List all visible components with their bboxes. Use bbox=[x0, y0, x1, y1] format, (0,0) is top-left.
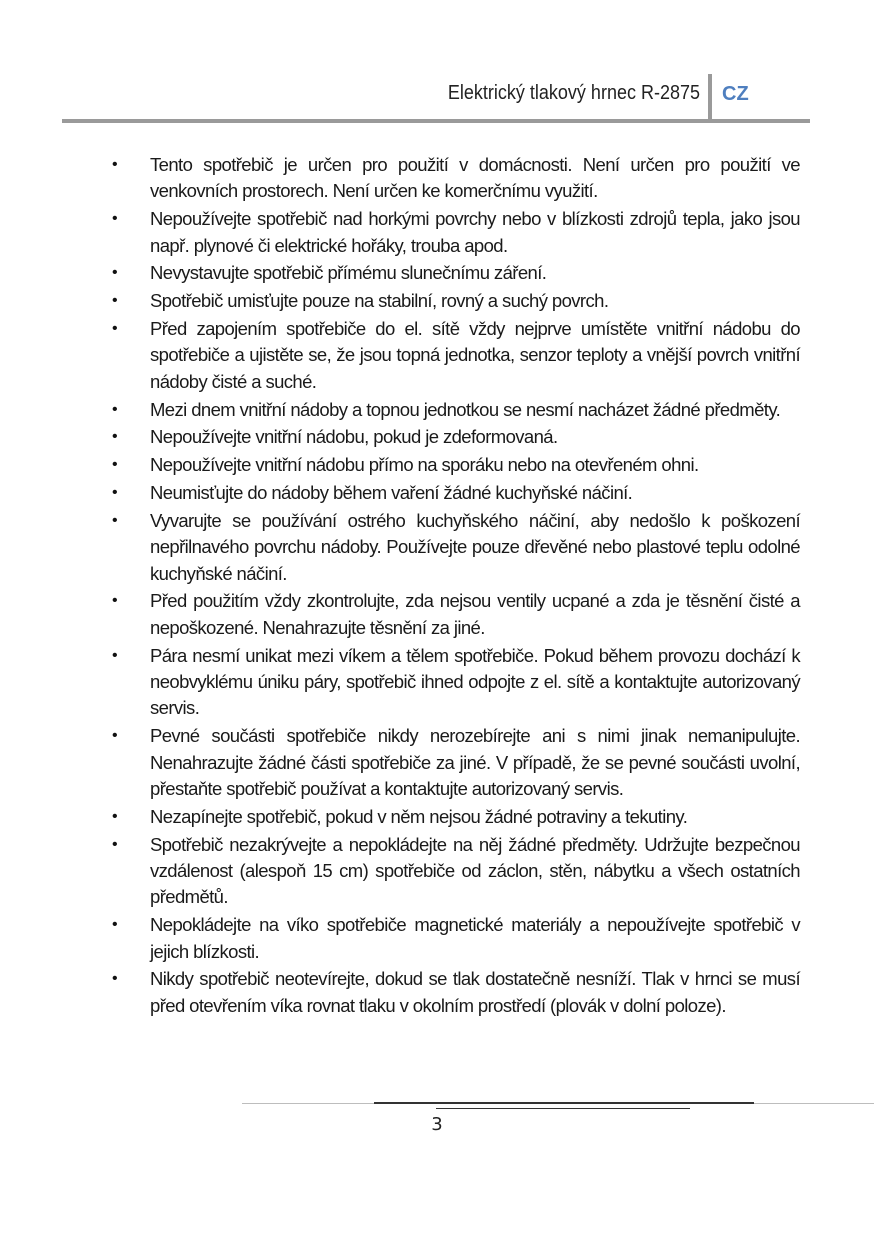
language-code: CZ bbox=[722, 83, 749, 105]
bullet-icon: • bbox=[112, 916, 118, 934]
bullet-icon: • bbox=[112, 807, 118, 825]
header-rule bbox=[62, 119, 810, 123]
list-item-text: Tento spotřebič je určen pro použití v domácnosti. Není určen pro použití ve venkovních prostorech. Není určen ke komerčnímu využití. bbox=[150, 154, 800, 202]
bullet-icon: • bbox=[112, 970, 118, 988]
list-item-text: Spotřebič umisťujte pouze na stabilní, rovný a suchý povrch. bbox=[150, 290, 609, 312]
bullet-icon: • bbox=[112, 292, 118, 310]
list-item-text: Nepokládejte na víko spotřebiče magnetické materiály a nepoužívejte spotřebič v jejich blízkosti. bbox=[150, 914, 800, 962]
footer-rule-lower bbox=[436, 1108, 690, 1109]
list-item-text: Nikdy spotřebič neotevírejte, dokud se tlak dostatečně nesníží. Tlak v hrnci se musí před otevřením víka rovnat tlaku v okolním prostředí (plovák v dolní poloze). bbox=[150, 968, 800, 1016]
list-item-text: Pára nesmí unikat mezi víkem a tělem spotřebiče. Pokud během provozu dochází k neobvyklému úniku páry, spotřebič ihned odpojte z el. sítě a kontaktujte autorizovaný servis. bbox=[150, 644, 800, 719]
list-item bbox=[108, 397, 800, 423]
list-item bbox=[108, 316, 800, 395]
bullet-icon: • bbox=[112, 727, 118, 745]
list-item bbox=[108, 643, 800, 722]
list-item bbox=[108, 260, 800, 286]
bullet-icon: • bbox=[112, 592, 118, 610]
safety-instructions-list bbox=[108, 152, 800, 1021]
bullet-icon: • bbox=[112, 264, 118, 282]
list-item bbox=[108, 804, 800, 830]
list-item bbox=[108, 723, 800, 802]
bullet-icon: • bbox=[112, 428, 118, 446]
list-item-text: Vyvarujte se používání ostrého kuchyňského náčiní, aby nedošlo k poškození nepřilnavého povrchu nádoby. Používejte pouze dřevěné nebo plastové teplu odolné kuchyňské náčiní. bbox=[150, 509, 800, 584]
bullet-icon: • bbox=[112, 156, 118, 173]
bullet-icon: • bbox=[112, 511, 118, 529]
list-item bbox=[108, 588, 800, 641]
bullet-icon: • bbox=[112, 320, 118, 337]
list-item bbox=[108, 452, 800, 478]
list-item-text: Nepoužívejte spotřebič nad horkými povrchy nebo v blízkosti zdrojů tepla, jako jsou např. plynové či elektrické hořáky, trouba apod. bbox=[150, 208, 800, 256]
list-item-text: Nepoužívejte vnitřní nádobu, pokud je zdeformovaná. bbox=[150, 426, 558, 448]
bullet-icon: • bbox=[112, 400, 118, 418]
page-header-title: Elektrický tlakový hrnec R-2875 bbox=[447, 82, 700, 104]
list-item-text: Před použitím vždy zkontrolujte, zda nejsou ventily ucpané a zda je těsnění čisté a nepoškozené. Nenahrazujte těsnění za jiné. bbox=[150, 590, 800, 638]
list-item bbox=[108, 832, 800, 911]
bullet-icon: • bbox=[112, 835, 118, 853]
bullet-icon: • bbox=[112, 210, 118, 228]
list-item-text: Před zapojením spotřebiče do el. sítě vždy nejprve umístěte vnitřní nádobu do spotřebiče a ujistěte se, že jsou topná jednotka, senzor teploty a vnější povrch vnitřní nádoby čisté a suché. bbox=[150, 318, 800, 392]
list-item bbox=[108, 966, 800, 1019]
list-item bbox=[108, 152, 800, 205]
list-item bbox=[108, 288, 800, 314]
bullet-icon: • bbox=[112, 456, 118, 474]
bullet-icon: • bbox=[112, 484, 118, 501]
footer-rule-upper bbox=[374, 1102, 754, 1104]
header-divider bbox=[708, 74, 712, 120]
list-item-text: Nevystavujte spotřebič přímému slunečnímu záření. bbox=[150, 262, 547, 284]
list-item bbox=[108, 206, 800, 259]
list-item-text: Nezapínejte spotřebič, pokud v něm nejsou žádné potraviny a tekutiny. bbox=[150, 805, 688, 827]
list-item-text: Mezi dnem vnitřní nádoby a topnou jednotkou se nesmí nacházet žádné předměty. bbox=[150, 398, 781, 420]
list-item bbox=[108, 480, 800, 506]
bullet-icon: • bbox=[112, 646, 118, 664]
list-item-text: Nepoužívejte vnitřní nádobu přímo na sporáku nebo na otevřeném ohni. bbox=[150, 454, 699, 476]
page-number: 3 bbox=[431, 1114, 443, 1135]
list-item bbox=[108, 508, 800, 587]
list-item-text: Neumisťujte do nádoby během vaření žádné kuchyňské náčiní. bbox=[150, 482, 633, 503]
list-item bbox=[108, 912, 800, 965]
list-item bbox=[108, 424, 800, 450]
list-item-text: Spotřebič nezakrývejte a nepokládejte na něj žádné předměty. Udržujte bezpečnou vzdálenost (alespoň 15 cm) spotřebiče od záclon, stěn, nábytku a všech ostatních předmětů. bbox=[150, 833, 800, 908]
list-item-text: Pevné součásti spotřebiče nikdy nerozebírejte ani s nimi jinak nemanipulujte. Nenahrazujte žádné části spotřebiče za jiné. V případě, že se pevné součásti uvolní, přestaňte spotřebič používat a kontaktujte autorizovaný servis. bbox=[150, 725, 800, 800]
